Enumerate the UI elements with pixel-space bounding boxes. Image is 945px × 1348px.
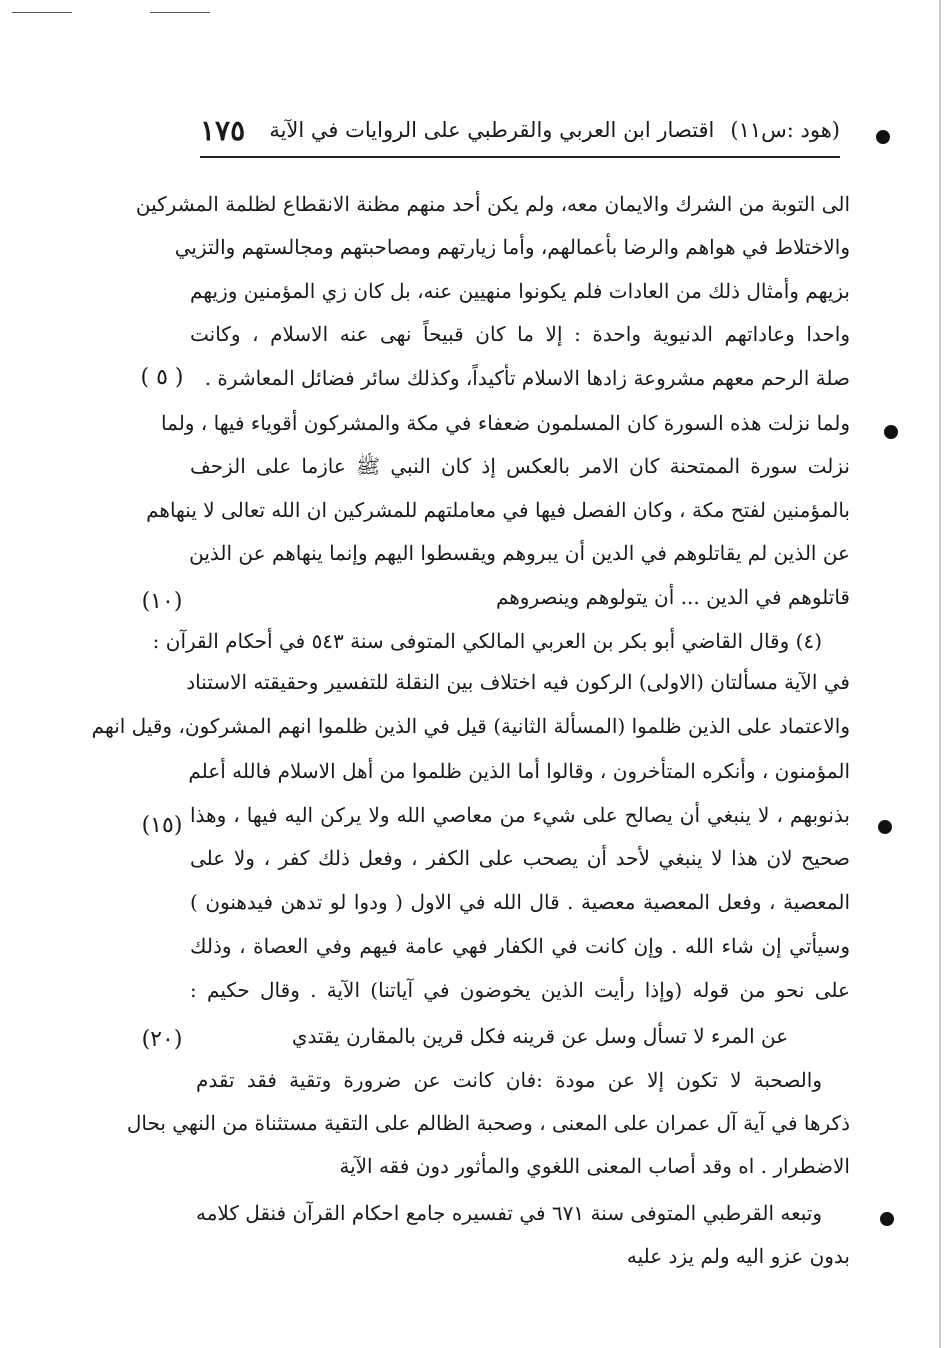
text-line: والاعتماد على الذين ظلموا (المسألة الثانية) قيل في الذين ظلموا انهم المشركون، وقيل انهم <box>91 714 850 738</box>
binding-hole <box>876 130 890 144</box>
margin-number: (١٥) <box>141 813 183 838</box>
text-line: بذنوبهم ، لا ينبغي أن يصالح على شيء من معاصي الله ولا يركن اليه فيها ، وهذا <box>190 803 850 827</box>
page-number: ١٧٥ <box>200 113 246 147</box>
verse-line: عن المرء لا تسأل وسل عن قرينه فكل قرين بالمقارن يقتدي <box>291 1024 789 1048</box>
text-line: في الآية مسألتان (الاولى) الركون فيه اختلاف بين النقلة للتفسير وحقيقته الاستناد <box>186 670 850 694</box>
text-line: (٤) وقال القاضي أبو بكر بن العربي المالكي المتوفى سنة ٥٤٣ في أحكام القرآن : <box>152 629 822 653</box>
text-line: المؤمنون ، وأنكره المتأخرون ، وقالوا أما الذين ظلموا من أهل الاسلام فالله أعلم <box>188 759 850 783</box>
scan-mark <box>150 12 210 13</box>
text-line: عن الذين لم يقاتلوهم في الدين أن يبروهم ويقسطوا اليهم وإنما ينهاهم عن الذين <box>189 541 850 565</box>
text-line: الى التوبة من الشرك والايمان معه، ولم يكن أحد منهم مظنة الانقطاع لظلمة المشركين <box>135 192 850 216</box>
text-line: ذكرها في آية آل عمران على المعنى ، وصحبة الظالم على التقية مستثناة من النهي بحال <box>126 1111 850 1135</box>
text-line: نزلت سورة الممتحنة كان الامر بالعكس إذ كان النبي ﷺ عازما على الزحف <box>190 454 850 478</box>
binding-hole <box>884 425 898 439</box>
text-line: بالمؤمنين لفتح مكة ، وكان الفصل فيها في معاملتهم للمشركين ان الله تعالى لا ينهاهم <box>146 498 850 522</box>
binding-hole <box>878 820 892 834</box>
surah-reference: (هود :س١١) <box>730 118 840 142</box>
binding-hole <box>880 1212 894 1226</box>
scan-mark <box>12 12 72 13</box>
header-rule <box>200 156 840 158</box>
page-header <box>200 110 840 150</box>
page-title: اقتصار ابن العربي والقرطبي على الروايات في الآية <box>269 118 715 142</box>
text-line: وتبعه القرطبي المتوفى سنة ٦٧١ في تفسيره جامع احكام القرآن فنقل كلامه <box>196 1201 823 1225</box>
text-line: واحدا وعاداتهم الدنيوية واحدة : إلا ما كان قبيحاً نهى عنه الاسلام ، وكانت <box>190 322 850 346</box>
text-line: ولما نزلت هذه السورة كان المسلمون ضعفاء في مكة والمشركون أقوياء فيها ، ولما <box>161 411 850 435</box>
margin-number: (٢٠) <box>141 1027 183 1052</box>
text-line: والصحبة لا تكون إلا عن مودة :فان كانت عن ضرورة وتقية فقد تقدم <box>196 1068 822 1092</box>
text-line: المعصية ، وفعل المعصية معصية . قال الله في الاول ( ودوا لو تدهن فيدهنون ) <box>190 890 850 914</box>
text-line: بدون عزو اليه ولم يزد عليه <box>626 1244 850 1268</box>
text-line: الاضطرار . اه وقد أصاب المعنى اللغوي والمأثور دون فقه الآية <box>339 1154 850 1178</box>
text-line: صحيح لان هذا لا ينبغي لأحد أن يصحب على الكفر ، وفعل ذلك كفر ، ولا على <box>190 846 850 870</box>
text-line: على نحو من قوله (وإذا رأيت الذين يخوضون في آياتنا) الآية . وقال حكيم : <box>190 978 850 1002</box>
text-line: والاختلاط في هواهم والرضا بأعمالهم، وأما زيارتهم ومصاحبتهم ومجالستهم والتزيي <box>174 235 850 259</box>
text-line: صلة الرحم معهم مشروعة زادها الاسلام تأكيداً، وكذلك سائر فضائل المعاشرة . <box>204 366 850 390</box>
margin-number: ( ٥ ) <box>140 365 184 390</box>
text-line: وسيأتي إن شاء الله . وإن كانت في الكفار فهي عامة فيهم وفي العصاة ، وذلك <box>190 934 850 958</box>
page-edge <box>939 0 941 1348</box>
text-line: قاتلوهم في الدين ... أن يتولوهم وينصروهم <box>495 585 850 609</box>
margin-number: (١٠) <box>141 589 183 614</box>
text-line: بزيهم وأمثال ذلك من العادات فلم يكونوا منهيين عنه، بل كان زي المؤمنين وزيهم <box>190 279 850 303</box>
